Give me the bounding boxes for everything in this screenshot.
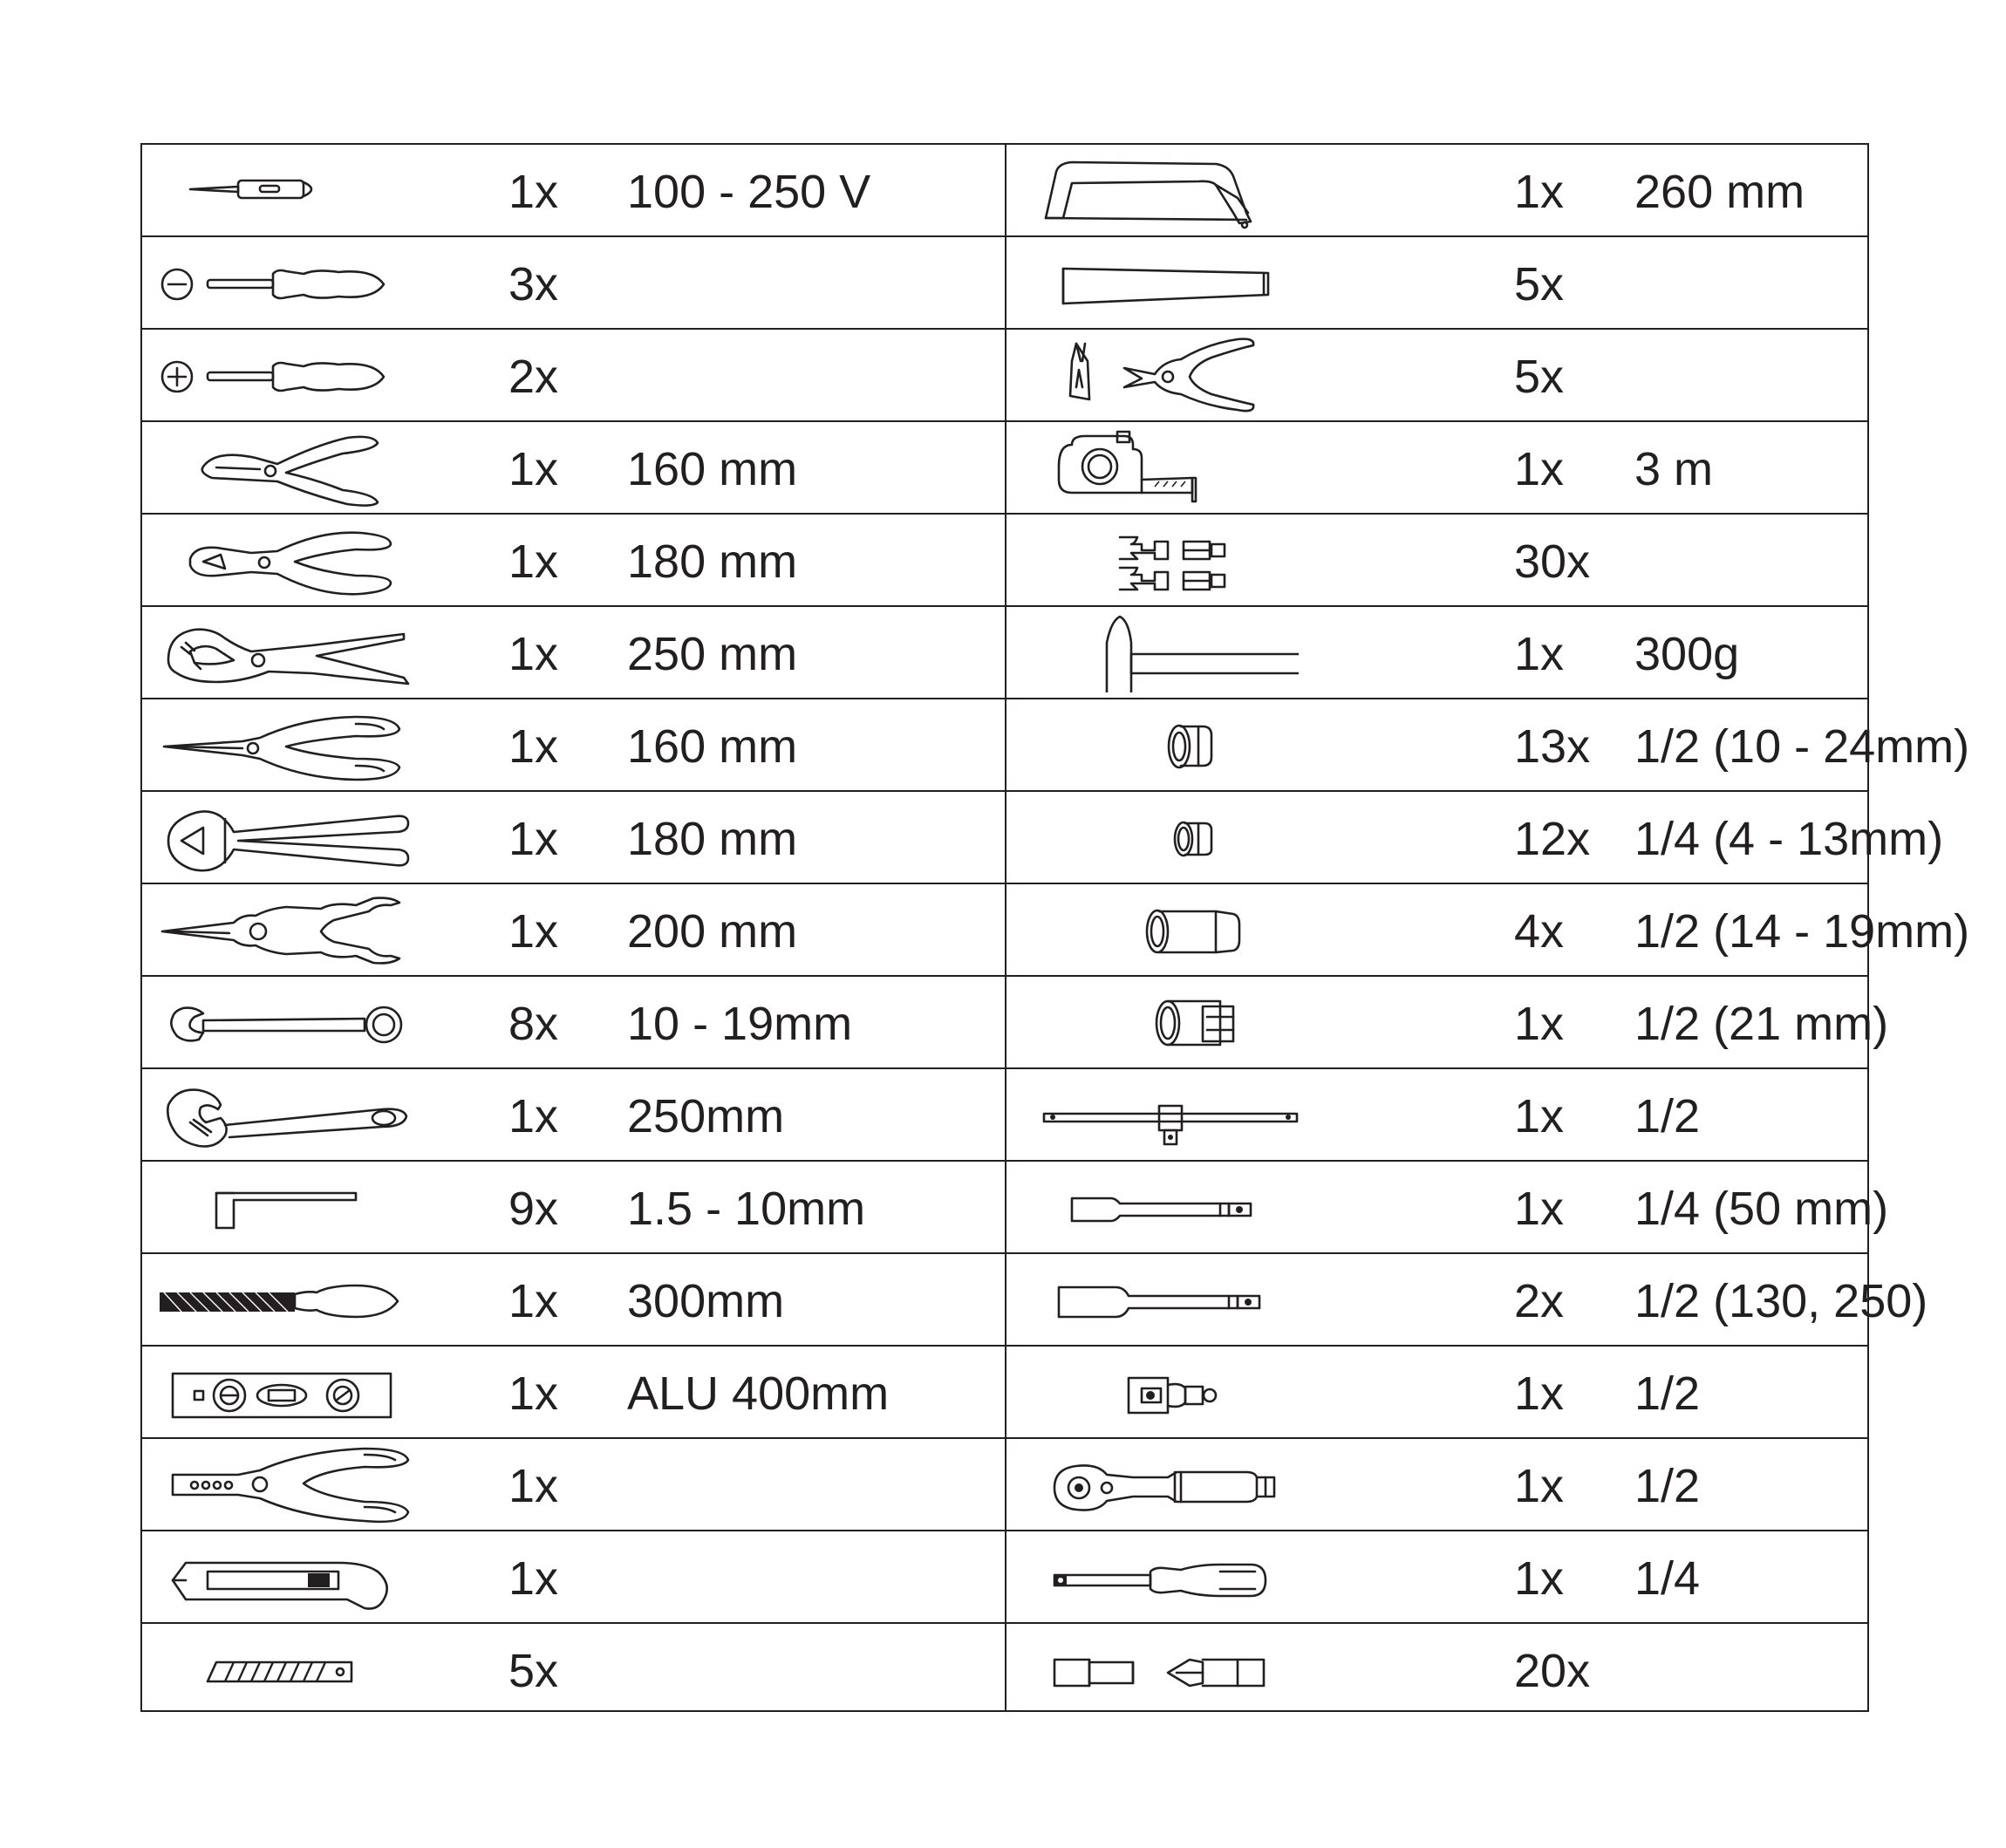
- tool-row: [1006, 607, 1869, 699]
- ratchet-icon: [1037, 1444, 1299, 1524]
- quantity: 2x: [508, 351, 559, 403]
- quantity: 1x: [508, 813, 559, 865]
- quantity: 2x: [1514, 1275, 1565, 1327]
- tool-row: [142, 792, 1005, 884]
- tool-row: [1006, 1254, 1928, 1347]
- combination-wrench-icon: [155, 982, 417, 1062]
- quantity: 1x: [508, 1367, 559, 1420]
- tool-row: [142, 330, 1005, 422]
- specification: 1/4 (4 - 13mm): [1634, 813, 1944, 865]
- spirit-level-icon: [155, 1352, 417, 1432]
- specification: 250 mm: [627, 628, 798, 680]
- utility-knife-icon: [155, 1537, 417, 1617]
- extension-bar-icon: [1037, 1259, 1299, 1340]
- tool-row: [142, 1439, 1005, 1531]
- specification: 260 mm: [1634, 166, 1805, 218]
- t-bar-handle-icon: [1037, 1074, 1299, 1155]
- tool-row: [142, 145, 1005, 237]
- chisel-icon: [1037, 242, 1299, 323]
- universal-joint-icon: [1037, 1352, 1299, 1432]
- phillips-screwdriver-icon: [155, 335, 417, 415]
- slotted-screwdriver-icon: [155, 242, 417, 323]
- specification: 100 - 250 V: [627, 166, 871, 218]
- tool-row: [1006, 515, 1869, 607]
- quantity: 1x: [508, 535, 559, 588]
- tool-row: [1006, 1347, 1869, 1439]
- quantity: 1x: [1514, 1183, 1565, 1235]
- tool-row: [142, 1531, 1005, 1624]
- tool-row: [142, 607, 1005, 699]
- end-cutting-pincers-icon: [155, 797, 417, 877]
- quantity: 1x: [508, 1090, 559, 1142]
- large-socket-icon: [1037, 982, 1299, 1062]
- quantity: 1x: [508, 166, 559, 218]
- right-column: [1005, 145, 1970, 1710]
- screwdriver-bit-holder-icon: [1037, 1537, 1299, 1617]
- short-extension-bar-icon: [1037, 1167, 1299, 1247]
- tool-row: [142, 1624, 1005, 1715]
- specification: 1/2: [1634, 1460, 1701, 1512]
- specification: ALU 400mm: [627, 1367, 890, 1420]
- specification: 1/2 (14 - 19mm): [1634, 905, 1970, 958]
- specification: 300g: [1634, 628, 1740, 680]
- tool-row: [142, 1162, 1005, 1254]
- tool-row: [142, 1347, 1005, 1439]
- specification: 3 m: [1634, 443, 1714, 495]
- quantity: 9x: [508, 1183, 559, 1235]
- quantity: 1x: [1514, 1090, 1565, 1142]
- quantity: 1x: [508, 443, 559, 495]
- tool-row: [142, 237, 1005, 330]
- specification: 250mm: [627, 1090, 785, 1142]
- hammer-icon: [1037, 612, 1299, 692]
- tool-row: [1006, 977, 1889, 1069]
- specification: 1/2: [1634, 1090, 1701, 1142]
- needle-nose-pliers-icon: [155, 705, 417, 785]
- specification: 160 mm: [627, 720, 798, 773]
- combination-pliers-icon: [155, 520, 417, 600]
- quantity: 20x: [1514, 1645, 1591, 1697]
- tool-set-contents-table: [140, 143, 1970, 1712]
- quantity: 12x: [1514, 813, 1591, 865]
- specification: 180 mm: [627, 535, 798, 588]
- tool-row: [1006, 884, 1970, 977]
- tool-row: [1006, 792, 1944, 884]
- quantity: 3x: [508, 258, 559, 310]
- water-pump-pliers-icon: [155, 612, 417, 692]
- tool-row: [1006, 330, 1869, 422]
- quantity: 4x: [1514, 905, 1565, 958]
- tool-row: [1006, 237, 1869, 330]
- tool-row: [1006, 422, 1869, 515]
- quantity: 1x: [508, 1275, 559, 1327]
- quantity: 13x: [1514, 720, 1591, 773]
- tool-row: [142, 1254, 1005, 1347]
- quantity: 1x: [508, 1552, 559, 1605]
- quantity: 1x: [1514, 1460, 1565, 1512]
- specification: 160 mm: [627, 443, 798, 495]
- left-column: [142, 145, 1005, 1710]
- quantity: 5x: [1514, 351, 1565, 403]
- quantity: 8x: [508, 998, 559, 1050]
- tool-row: [1006, 1439, 1869, 1531]
- quantity: 1x: [508, 905, 559, 958]
- specification: 1/4: [1634, 1552, 1701, 1605]
- quantity: 1x: [1514, 166, 1565, 218]
- tool-row: [1006, 1624, 1869, 1715]
- quantity: 1x: [1514, 628, 1565, 680]
- specification: 1/2 (10 - 24mm): [1634, 720, 1970, 773]
- specification: 180 mm: [627, 813, 798, 865]
- adjustable-wrench-icon: [155, 1074, 417, 1155]
- tool-row: [1006, 1531, 1869, 1624]
- tool-row: [1006, 145, 1869, 237]
- bent-nose-pliers-icon: [155, 890, 417, 970]
- tool-row: [1006, 1069, 1869, 1162]
- specification: 10 - 19mm: [627, 998, 853, 1050]
- quantity: 5x: [508, 1645, 559, 1697]
- quantity: 1x: [1514, 1367, 1565, 1420]
- specification: 1/2 (21 mm): [1634, 998, 1889, 1050]
- tool-row: [142, 977, 1005, 1069]
- tool-row: [142, 515, 1005, 607]
- specification: 1/2 (130, 250): [1634, 1275, 1928, 1327]
- tool-row: [142, 884, 1005, 977]
- quantity: 1x: [508, 628, 559, 680]
- diagonal-cutter-icon: [155, 427, 417, 508]
- tape-measure-icon: [1037, 427, 1299, 508]
- hex-key-icon: [155, 1167, 417, 1247]
- quantity: 1x: [1514, 998, 1565, 1050]
- quantity: 1x: [508, 1460, 559, 1512]
- tool-row: [1006, 699, 1970, 792]
- quantity: 5x: [1514, 258, 1565, 310]
- specification: 300mm: [627, 1275, 785, 1327]
- screwdriver-bits-icon: [1037, 1629, 1299, 1709]
- tool-row: [142, 699, 1005, 792]
- specification: 1/4 (50 mm): [1634, 1183, 1889, 1235]
- quantity: 30x: [1514, 535, 1591, 588]
- tool-row: [1006, 1162, 1889, 1254]
- quantity: 1x: [1514, 1552, 1565, 1605]
- cable-connectors-icon: [1037, 520, 1299, 600]
- small-socket-icon: [1037, 797, 1299, 877]
- quantity: 1x: [508, 720, 559, 773]
- hacksaw-icon: [1037, 150, 1299, 230]
- tool-row: [142, 422, 1005, 515]
- snap-off-blade-icon: [155, 1629, 417, 1709]
- specification: 200 mm: [627, 905, 798, 958]
- specification: 1/2: [1634, 1367, 1701, 1420]
- wire-stripper-icon: [155, 1444, 417, 1524]
- circlip-pliers-icon: [1037, 335, 1299, 415]
- voltage-tester-icon: [155, 150, 417, 230]
- quantity: 1x: [1514, 443, 1565, 495]
- deep-socket-icon: [1037, 890, 1299, 970]
- tool-row: [142, 1069, 1005, 1162]
- file-icon: [155, 1259, 417, 1340]
- socket-icon: [1037, 705, 1299, 785]
- specification: 1.5 - 10mm: [627, 1183, 866, 1235]
